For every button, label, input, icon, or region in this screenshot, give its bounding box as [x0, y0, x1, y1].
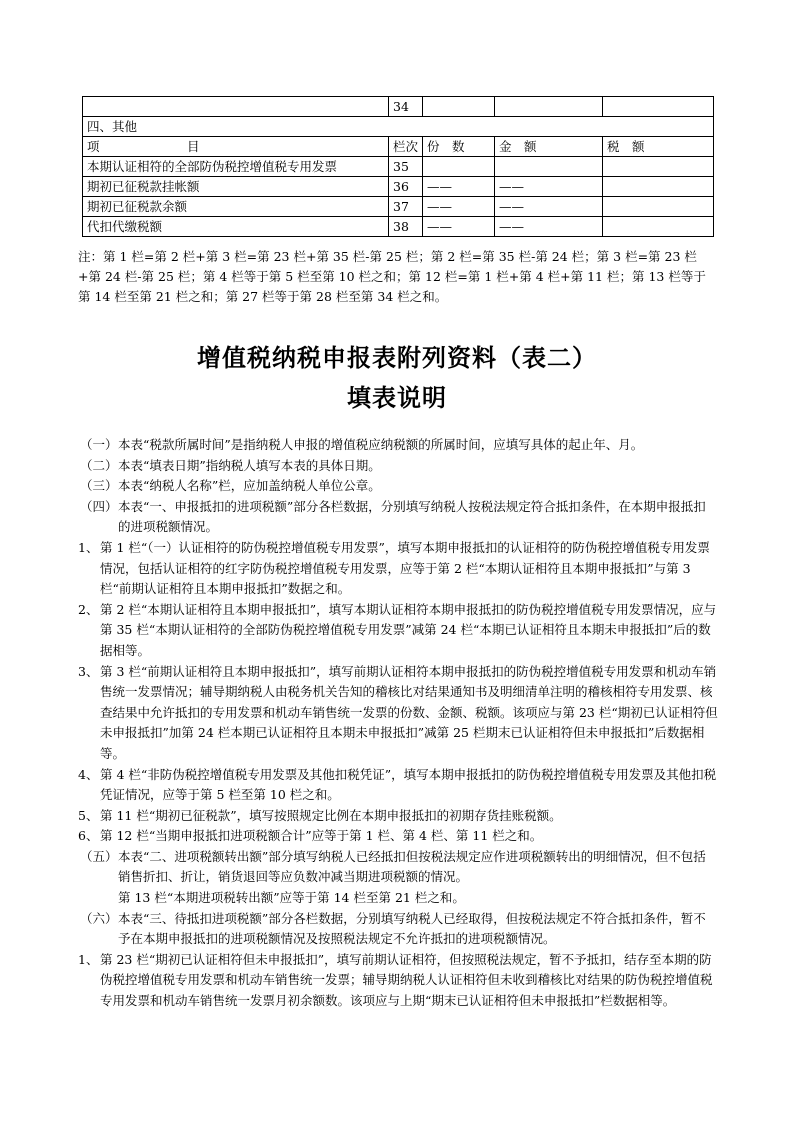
item-label: 1、 — [78, 951, 99, 967]
item-cell — [83, 97, 389, 117]
table-row — [83, 97, 714, 117]
page-subtitle: 填表说明 — [347, 383, 447, 412]
list-item — [78, 888, 718, 909]
instructions-list — [78, 435, 718, 1012]
amount-cell: —— — [495, 177, 603, 197]
table-note: 注：第 1 栏=第 2 栏+第 3 栏=第 23 栏+第 35 栏-第 25 栏；第 2 栏=第 35 栏-第 24 栏；第 3 栏=第 23 栏+第 24 栏-第 25 栏；第 4 栏等于第 5 栏至第 10 栏之和；第 12 栏=第 1 栏+第 4 栏+第 11 栏；第 13 栏等于第 14 栏至第 21 栏之和；第 27 栏等于第 28 栏至第 34 栏之和。 — [78, 249, 706, 304]
item-label: （二） — [80, 457, 118, 473]
item-label: （一） — [80, 437, 118, 452]
tax-cell — [603, 157, 714, 177]
header-amount: 金 额 — [495, 137, 603, 157]
column-number-cell: 34 — [389, 97, 423, 117]
item-text: 第 4 栏“非防伪税控增值税专用发票及其他扣税凭证”，填写本期申报抵扣的防伪税控增值税专用发票及其他扣税凭证情况，应等于第 5 栏至第 10 栏之和。 — [100, 766, 717, 803]
column-number-cell: 38 — [389, 217, 423, 237]
item-label: 2、 — [78, 601, 99, 617]
amount-cell: —— — [495, 197, 603, 217]
item-label: （四） — [80, 498, 118, 514]
item-text: 本表“税款所属时间”是指纳税人申报的增值税应纳税额的所属时间，应填写具体的起止年、月。 — [118, 437, 644, 452]
item-label: 1、 — [78, 539, 99, 555]
table-row — [83, 197, 714, 217]
count-cell — [423, 157, 495, 177]
item-text: 第 3 栏“前期认证相符且本期申报抵扣”，填写前期认证相符本期申报抵扣的防伪税控增值税专用发票和机动车销售统一发票情况；辅导期纳税人由税务机关告知的稽核比对结果通知书及明细清单注明的稽核相符专用发票、核查结果中允许抵扣的专用发票和机动车销售统一发票的份数、金额、税额。该项应与第 23 栏“期初已认证相符但未申报抵扣”加第 24 栏本期已认证相符且本期未申报抵扣”减第 25 栏期末已认证相符但未申报抵扣”后数据相等。 — [100, 663, 718, 761]
list-item — [78, 600, 718, 662]
item-text: 第 12 栏“当期申报抵扣进项税额合计”应等于第 1 栏、第 4 栏、第 11 栏之和。 — [100, 828, 543, 844]
item-cell: 代扣代缴税额 — [83, 217, 389, 237]
column-number-cell: 35 — [389, 157, 423, 177]
item-label: 6、 — [78, 828, 99, 844]
count-cell: —— — [423, 217, 495, 237]
item-label: 4、 — [78, 766, 99, 782]
item-text: 本表“二、进项税额转出额”部分填写纳税人已经抵扣但按税法规定应作进项税额转出的明细情况，但不包括销售折扣、折让，销货退回等应负数冲减当期进项税额的情况。 — [118, 848, 706, 885]
list-item — [78, 950, 718, 1012]
item-text: 第 23 栏“期初已认证相符但未申报抵扣”，填写前期认证相符，但按照税法规定，暂不予抵扣，结存至本期的防伪税控增值税专用发票和机动车销售统一发票；辅导期纳税人认证相符但未收到稽核比对结果的防伪税控增值税专用发票和机动车销售统一发票月初余额数。该项应与上期“期末已认证相符但未申报抵扣”栏数据相等。 — [100, 951, 713, 1009]
item-text: 本表“填表日期”指纳税人填写本表的具体日期。 — [118, 457, 381, 473]
list-item — [78, 826, 718, 847]
list-item — [78, 847, 718, 888]
count-cell: —— — [423, 177, 495, 197]
header-item: 项 目 — [83, 137, 389, 157]
amount-cell — [495, 157, 603, 177]
declaration-table — [82, 96, 714, 237]
page-title: 增值税纳税申报表附列资料（表二） — [197, 343, 597, 372]
item-text: 本表“一、申报抵扣的进项税额”部分各栏数据，分别填写纳税人按税法规定符合抵扣条件，在本期申报抵扣的进项税额情况。 — [118, 498, 706, 535]
header-column-number: 栏次 — [389, 137, 423, 157]
item-text: 第 11 栏“期初已征税款”，填写按照规定比例在本期申报抵扣的初期存货挂账税额。 — [100, 807, 562, 823]
list-item — [78, 497, 718, 538]
amount-cell — [495, 97, 603, 117]
table-row — [83, 157, 714, 177]
tax-cell — [603, 197, 714, 217]
item-label: 3、 — [78, 663, 99, 679]
header-tax: 税 额 — [603, 137, 714, 157]
list-item — [78, 765, 718, 806]
item-cell: 期初已征税款挂帐额 — [83, 177, 389, 197]
item-text: 本表“纳税人名称”栏，应加盖纳税人单位公章。 — [118, 478, 381, 494]
item-cell: 期初已征税款余额 — [83, 197, 389, 217]
column-number-cell: 37 — [389, 197, 423, 217]
tax-cell — [603, 177, 714, 197]
list-item — [78, 435, 718, 456]
item-label: 5、 — [78, 807, 99, 823]
item-label: （六） — [80, 910, 118, 926]
count-cell — [423, 97, 495, 117]
column-number-cell: 36 — [389, 177, 423, 197]
list-item — [78, 476, 718, 497]
amount-cell: —— — [495, 217, 603, 237]
item-text: 第 1 栏“（一）认证相符的防伪税控增值税专用发票”，填写本期申报抵扣的认证相符的防伪税控增值税专用发票情况，包括认证相符的红字防伪税控增值税专用发票，应等于第 2 栏“本期认证相符且本期申报抵扣”与第 3 栏“前期认证相符且本期申报抵扣”数据之和。 — [100, 539, 710, 597]
list-item — [78, 806, 718, 827]
item-label: （五） — [80, 848, 118, 864]
list-item — [78, 456, 718, 477]
tax-cell — [603, 217, 714, 237]
item-label: （三） — [80, 478, 118, 494]
section-title: 四、其他 — [83, 117, 714, 137]
tax-cell — [603, 97, 714, 117]
header-row — [83, 137, 714, 157]
count-cell: —— — [423, 197, 495, 217]
list-item — [78, 909, 718, 950]
item-text: 第 2 栏“本期认证相符且本期申报抵扣”，填写本期认证相符本期申报抵扣的防伪税控增值税专用发票情况，应与第 35 栏“本期认证相符的全部防伪税控增值税专用发票”减第 24 栏“本期已认证相符且本期未申报抵扣”后的数据相等。 — [100, 601, 717, 658]
item-text: 第 13 栏“本期进项税转出额”应等于第 14 栏至第 21 栏之和。 — [118, 890, 465, 906]
item-cell: 本期认证相符的全部防伪税控增值税专用发票 — [83, 157, 389, 177]
list-item — [78, 538, 718, 600]
item-text: 本表“三、待抵扣进项税额”部分各栏数据，分别填写纳税人已经取得，但按税法规定不符合抵扣条件，暂不予在本期申报抵扣的进项税额情况及按照税法规定不允许抵扣的进项税额情况。 — [118, 910, 706, 947]
table-row — [83, 217, 714, 237]
header-count: 份 数 — [423, 137, 495, 157]
list-item — [78, 662, 718, 765]
section-row — [83, 117, 714, 137]
table-row — [83, 177, 714, 197]
